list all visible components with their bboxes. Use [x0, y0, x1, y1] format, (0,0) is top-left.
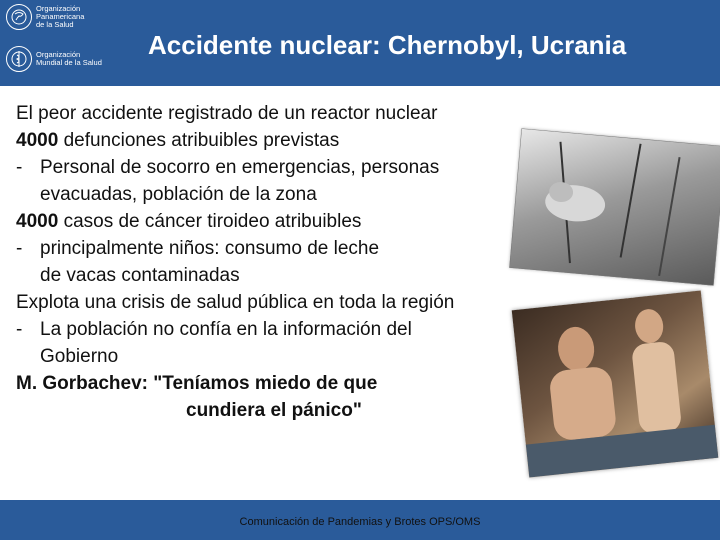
- footer-bar: [0, 500, 720, 540]
- content-line-text: principalmente niños: consumo de leche: [40, 238, 380, 259]
- header-bar: [0, 0, 720, 86]
- paho-name-line: Organización: [36, 4, 81, 13]
- content-line-text: La población no confía en la información del: [40, 319, 412, 340]
- content-line: [16, 235, 576, 262]
- bullet-content: [16, 100, 576, 424]
- who-logo: [6, 46, 102, 72]
- content-line: El peor accidente registrado de un reactor nuclear: [16, 103, 438, 124]
- number-value: 4000: [16, 130, 59, 151]
- content-line-text: casos de cáncer tiroideo atribuibles: [63, 211, 362, 232]
- paho-emblem-icon: [6, 4, 32, 30]
- content-line: Gobierno: [40, 346, 119, 367]
- content-line: [16, 316, 576, 343]
- content-line: Explota una crisis de salud pública en toda la región: [16, 292, 455, 313]
- who-emblem-icon: [6, 46, 32, 72]
- slide-title: Accidente nuclear: Chernobyl, Ucrania: [148, 30, 627, 60]
- paho-logo: [6, 4, 84, 30]
- paho-name-line: Panamericana: [36, 12, 85, 21]
- who-name-line: Mundial de la Salud: [36, 58, 102, 67]
- dash-marker: -: [16, 319, 23, 340]
- footer-text: Comunicación de Pandemias y Brotes OPS/OMS: [239, 516, 481, 528]
- content-line: [16, 154, 576, 181]
- content-line: [16, 127, 576, 154]
- content-line: evacuadas, población de la zona: [40, 184, 317, 205]
- dash-marker: -: [16, 157, 23, 178]
- content-line-text: defunciones atribuibles previstas: [63, 130, 340, 151]
- content-line: [16, 208, 576, 235]
- content-line-text: Personal de socorro en emergencias, personas: [40, 157, 440, 178]
- dash-marker: -: [16, 238, 23, 259]
- quote-line: M. Gorbachev: "Teníamos miedo de que: [16, 373, 378, 394]
- paho-name-line: de la Salud: [36, 20, 74, 29]
- content-line: de vacas contaminadas: [40, 265, 240, 286]
- number-value: 4000: [16, 211, 59, 232]
- quote-line: cundiera el pánico": [186, 400, 362, 421]
- who-name-line: Organización: [36, 50, 81, 59]
